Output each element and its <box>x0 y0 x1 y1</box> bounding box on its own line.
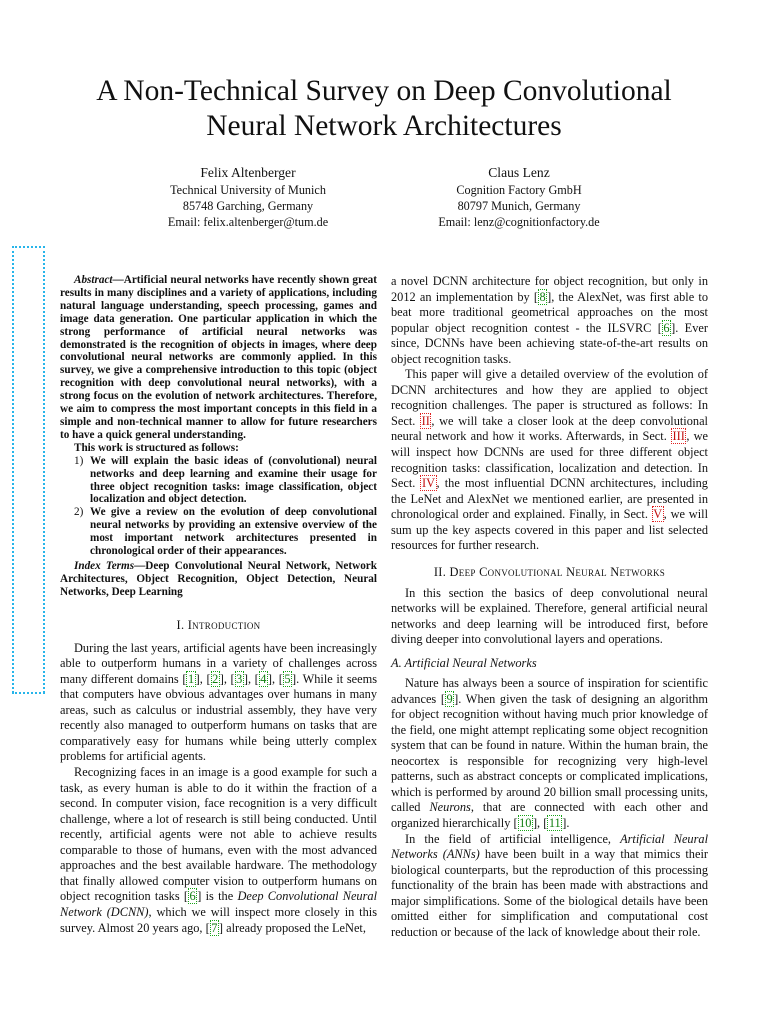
author-block-2 <box>369 164 669 230</box>
citation-link[interactable]: 7 <box>211 920 218 935</box>
section-title: Introduction <box>187 617 261 632</box>
section-ref-link[interactable]: V <box>653 507 663 522</box>
subsection-heading-ann: A. Artificial Neural Networks <box>391 656 537 671</box>
author-affiliation: Cognition Factory GmbH <box>456 183 582 197</box>
section-title: Deep Convolutional Neural Networks <box>449 564 666 579</box>
section-ref-link[interactable]: III <box>672 429 685 444</box>
section-number: I. <box>176 617 188 632</box>
author-affiliation: Technical University of Munich <box>170 183 326 197</box>
left-column <box>60 274 377 936</box>
index-terms-text: —Deep Convolutional Neural Network, Network Architectures, Object Recognition, Object Detection, Neural Networks, Deep Learning <box>60 559 377 598</box>
citation-link[interactable]: 4 <box>260 671 267 686</box>
citation-link[interactable]: 3 <box>236 671 243 686</box>
list-text: We give a review on the evolution of deep convolutional neural networks by providing an extensive overview of the most important network architectures presented in chronological order of their appearances. <box>90 506 377 558</box>
paragraph: This paper will give a detailed overview of the evolution of DCNN architectures and how they are applied to object recognition challenges. The paper is structured as follows: In Sect. II , we will take a closer look at the deep convolutional neural network and how it works. Afterwards, in Sect. III , we will inspect how DCNNs are used for three different object recognition tasks: classification, localization and detection. In Sect. IV , the most influential DCNN architectures, including the LeNet and AlexNet we mentioned earlier, are presented in chronological order and explained. Finally, in Sect. V , we will sum up the key aspects covered in this paper and list selected resources for further research. <box>391 367 708 553</box>
author-address: 85748 Garching, Germany <box>182 199 314 213</box>
author-address: 80797 Munich, Germany <box>457 199 581 213</box>
citation-link[interactable]: 8 <box>539 289 546 304</box>
section-heading-introduction <box>60 618 377 633</box>
title-line-2: Neural Network Architectures <box>206 110 562 142</box>
section-number: II. <box>433 564 450 579</box>
abstract-text: —Artificial neural networks have recently shown great results in many disciplines and a variety of applications, including natural language understanding, speech processing, games and image data generation. One particular application in which the strong performance of artificial neural networks was demonstrated is the recognition of objects in images, where deep convolutional neural networks are commonly applied. In this survey, we give a comprehensive introduction to this topic (object recognition with deep convolutional neural networks), with a strong focus on the evolution of network architectures. Therefore, we aim to compress the most important concepts in this field in a simple and non-technical manner to allow for future researchers to have a quick general understanding. <box>60 274 377 441</box>
citation-link[interactable]: 6 <box>189 889 196 904</box>
list-number: 1) <box>74 454 84 467</box>
paragraph: Recognizing faces in an image is a good example for such a task, as every human is able to do it within the fraction of a second. In computer vision, face recognition is a very difficult challenge, where a lot of research is still being conducted. Until recently, artificial agents were not able to achieve results comparable to those of humans, even with the most advanced approaches and the best available hardware. The methodology that finally allowed computer vision to outperform humans on object recognition tasks [ 6 ] is the Deep Convolutional Neural Network (DCNN), which we will inspect more closely in this survey. Almost 20 years ago, [ 7 ] already proposed the LeNet, <box>60 765 378 935</box>
author-block-1 <box>98 164 398 230</box>
list-item <box>60 506 377 558</box>
index-terms <box>60 560 377 599</box>
section-heading-dcnn <box>391 565 708 580</box>
index-terms-label: Index Terms <box>74 559 135 572</box>
list-number: 2) <box>74 506 84 519</box>
citation-link[interactable]: 11 <box>548 815 561 830</box>
ann-body <box>391 676 708 940</box>
introduction-body-continued <box>391 274 708 554</box>
section-ref-link[interactable]: II <box>421 413 430 428</box>
section-ref-link[interactable]: IV <box>421 476 436 491</box>
citation-link[interactable]: 9 <box>446 691 453 706</box>
paragraph: Nature has always been a source of inspiration for scientific advances [ 9 ]. When given the task of designing an algorithm for object recognition without having much prior knowledge of the field, one might attempt replicating some object recognition system that can be found in nature. Within the human brain, the neocortex is responsible for recognizing very high-level patterns, such as abstract concepts or complicated implications, which is performed by around 20 billion small processing units, called Neurons, that are connected with each other and organized hierarchically [ 10 ], [ 11 ]. <box>391 676 708 830</box>
author-email: Email: lenz@cognitionfactory.de <box>438 215 600 229</box>
citation-link[interactable]: 5 <box>284 671 291 686</box>
author-email: Email: felix.altenberger@tum.de <box>167 215 329 229</box>
citation-link[interactable]: 2 <box>212 671 219 686</box>
paper-title <box>40 74 728 144</box>
author-name: Claus Lenz <box>488 165 550 180</box>
abstract-list <box>60 455 377 558</box>
list-text: We will explain the basic ideas of (convolutional) neural networks and deep learning and examine their usage for three object recognition tasks: image classification, object localization and object detection. <box>90 454 377 506</box>
paragraph: In the field of artificial intelligence, Artificial Neural Networks (ANNs) have been built in a way that mimics their biological counterparts, but the reproduction of this processing functionality of the brain has been made with abstractions and major simplifications. Some of the biological details have been omitted either for simplification and computational cost reduction or because of the lack of knowledge about their role. <box>391 831 708 939</box>
paragraph: In this section the basics of deep convolutional neural networks will be explained. Therefore, general artificial neural networks and deep learning will be introduced first, before diving deeper into convolutional layers and operations. <box>391 585 708 647</box>
paragraph: During the last years, artificial agents have been increasingly able to outperform humans in a variety of challenges across many different domains [ 1 ], [ 2 ], [ 3 ], [ 4 ], [ 5 ]. While it seems that computers have obvious advantages over humans in many areas, such as calculus or industrial assembly, they have very recently also managed to outperform humans on tasks that are comparatively easy for humans while being utterly complex problems for artificial agents. <box>60 640 377 764</box>
right-column <box>391 274 708 940</box>
abstract <box>60 274 377 599</box>
section2-intro <box>391 586 708 648</box>
introduction-body <box>60 641 377 936</box>
title-line-1: A Non-Technical Survey on Deep Convolutional <box>96 75 672 107</box>
author-name: Felix Altenberger <box>200 165 296 180</box>
abstract-structure: This work is structured as follows: <box>74 441 239 454</box>
citation-link[interactable]: 10 <box>519 815 532 830</box>
paragraph: a novel DCNN architecture for object recognition, but only in 2012 an implementation by [ 8 ], the AlexNet, was first able to beat more traditional geometrical approaches on the most popular object recognition contest - the ILSVRC [ 6 ]. Ever since, DCNNs have been achieving state-of-the-art results on object recognition tasks. <box>391 274 708 366</box>
citation-link[interactable]: 1 <box>187 671 195 686</box>
list-item <box>60 455 377 507</box>
margin-annotation-box[interactable] <box>12 246 45 693</box>
citation-link[interactable]: 6 <box>663 320 670 335</box>
abstract-label: Abstract <box>74 274 113 286</box>
